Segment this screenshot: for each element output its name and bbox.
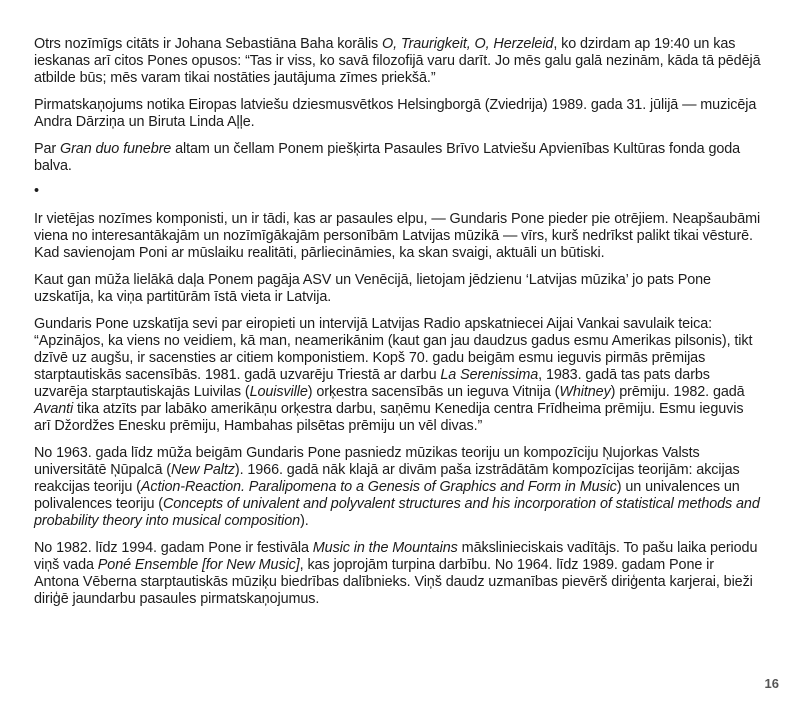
text-run: altam un čellam Ponem piešķirta Pasaules Brīvo Latviešu Apvienības Kultūras fonda goda balva.	[34, 141, 741, 174]
text-run: , 1983. gadā tas pats darbs uzvarēja starptautiskajās Luivilas (	[34, 367, 710, 400]
document-body	[34, 36, 762, 618]
emphasis-work-title: Gran duo funebre	[60, 141, 172, 157]
section-separator-bullet	[34, 185, 762, 197]
emphasis-place-name: New Paltz	[170, 462, 235, 478]
paragraph	[34, 97, 762, 131]
text-run: , kas joprojām turpina darbību. No 1964. līdz 1989. gadam Pone ir Antona Vēberna starptautiskās mūziķu biedrības dalībnieks. Viņš daudz uzmanības pievērš diriģenta karjerai, bieži diriģē jaundarbu pasaules pirmatskaņojumus.	[34, 557, 753, 607]
bullet-glyph: •	[34, 183, 39, 199]
paragraph	[34, 141, 762, 175]
paragraph	[34, 445, 762, 530]
emphasis-festival-name: Music in the Mountains	[312, 540, 458, 556]
text-run: No 1963. gada līdz mūža beigām Gundaris Pone pasniedz mūzikas teoriju un kompozīciju Ņujorkas Valsts universitātē Ņūpalcā (	[34, 445, 700, 478]
emphasis-ensemble-name: Poné Ensemble [for New Music]	[97, 557, 300, 573]
paragraph	[34, 272, 762, 306]
text-run: ) un univalences un polivalences teoriju (	[34, 479, 740, 512]
text-run: Otrs nozīmīgs citāts ir Johana Sebastiāna Baha korālis	[34, 36, 383, 52]
emphasis-prize-name: Whitney	[559, 384, 611, 400]
text-run: mākslinieciskais vadītājs. To pašu laika periodu viņš vada	[34, 540, 758, 573]
emphasis-work-title: La Serenissima	[440, 367, 539, 383]
emphasis-theory-title: Concepts of univalent and polyvalent structures and his incorporation of statistical methods and probability theory into musical composition	[34, 496, 760, 529]
paragraph	[34, 211, 762, 262]
emphasis-chorale-title: O, Traurigkeit, O, Herzeleid	[382, 36, 554, 52]
text-run: Par	[34, 141, 60, 157]
text-run: ) prēmiju. 1982. gadā	[610, 384, 745, 400]
emphasis-place-name: Louisville	[249, 384, 308, 400]
paragraph	[34, 36, 762, 87]
paragraph	[34, 316, 762, 435]
text-run: ). 1966. gadā nāk klajā ar divām paša izstrādātām kompozīcijas teorijām: akcijas reakcijas teoriju (	[34, 462, 740, 495]
text-run: Kaut gan mūža lielākā daļa Ponem pagāja ASV un Venēcijā, lietojam jēdzienu ‘Latvijas mūzika’ jo pats Pone uzskatīja, ka viņa partitūrām īstā vieta ir Latvija.	[34, 272, 711, 305]
text-run: , ko dzirdam ap 19:40 un kas ieskanas arī citos Pones opusos: “Tas ir viss, ko savā filozofijā varu darīt. Jo mēs galu galā nezinām, kāda tā pēdējā atbilde būs; mēs varam tikai nostāties jautājuma zīmes priekšā.”	[34, 36, 761, 86]
text-run: ) orķestra sacensībās un ieguva Vitnija (	[307, 384, 560, 400]
text-run: ).	[300, 513, 309, 529]
text-run: tika atzīts par labāko amerikāņu orķestra darbu, saņēmu Kenedija centra Frīdheima prēmiju. Esmu ieguvis arī Džordžes Enesku prēmiju, Hambahas pilsētas prēmiju un vēl divas.”	[34, 401, 744, 434]
paragraph	[34, 540, 762, 608]
text-run: Pirmatskaņojums notika Eiropas latviešu dziesmusvētkos Helsingborgā (Zviedrija) 1989. gada 31. jūlijā — muzicēja Andra Dārziņa un Biruta Linda Aļļe.	[34, 97, 757, 130]
emphasis-work-title: Avanti	[34, 401, 74, 417]
text-run: No 1982. līdz 1994. gadam Pone ir festivāla	[34, 540, 313, 556]
text-run: Gundaris Pone uzskatīja sevi par eiropieti un intervijā Latvijas Radio apskatniecei Aijai Vankai savulaik teica: “Apzinājos, ka viens no veidiem, kā man, neamerikānim (kaut gan jau daudzus gadus esmu Amerikas pilsonis), tikt dzīvē uz augšu, ir sacensties ar citiem komponistiem. Kopš 70. gadu beigām esmu ieguvis pirmās prēmijas starptautiskās sacensībās. 1981. gadā uzvarēju Triestā ar darbu	[34, 316, 753, 383]
page-number: 16	[764, 676, 779, 691]
text-run: Ir vietējas nozīmes komponisti, un ir tādi, kas ar pasaules elpu, — Gundaris Pone pieder pie otrējiem. Neapšaubāmi viena no interesantākajām un nozīmīgākajām personībām Latvijas mūzikā — vīrs, kurš nedrīkst palikt tikai vēsturē. Kad savienojam Poni ar mūslaiku realitāti, pārliecināmies, ka skan svaigi, aktuāli un būtiski.	[34, 211, 761, 261]
emphasis-theory-title: Action-Reaction. Paralipomena to a Genesis of Graphics and Form in Music	[140, 479, 617, 495]
